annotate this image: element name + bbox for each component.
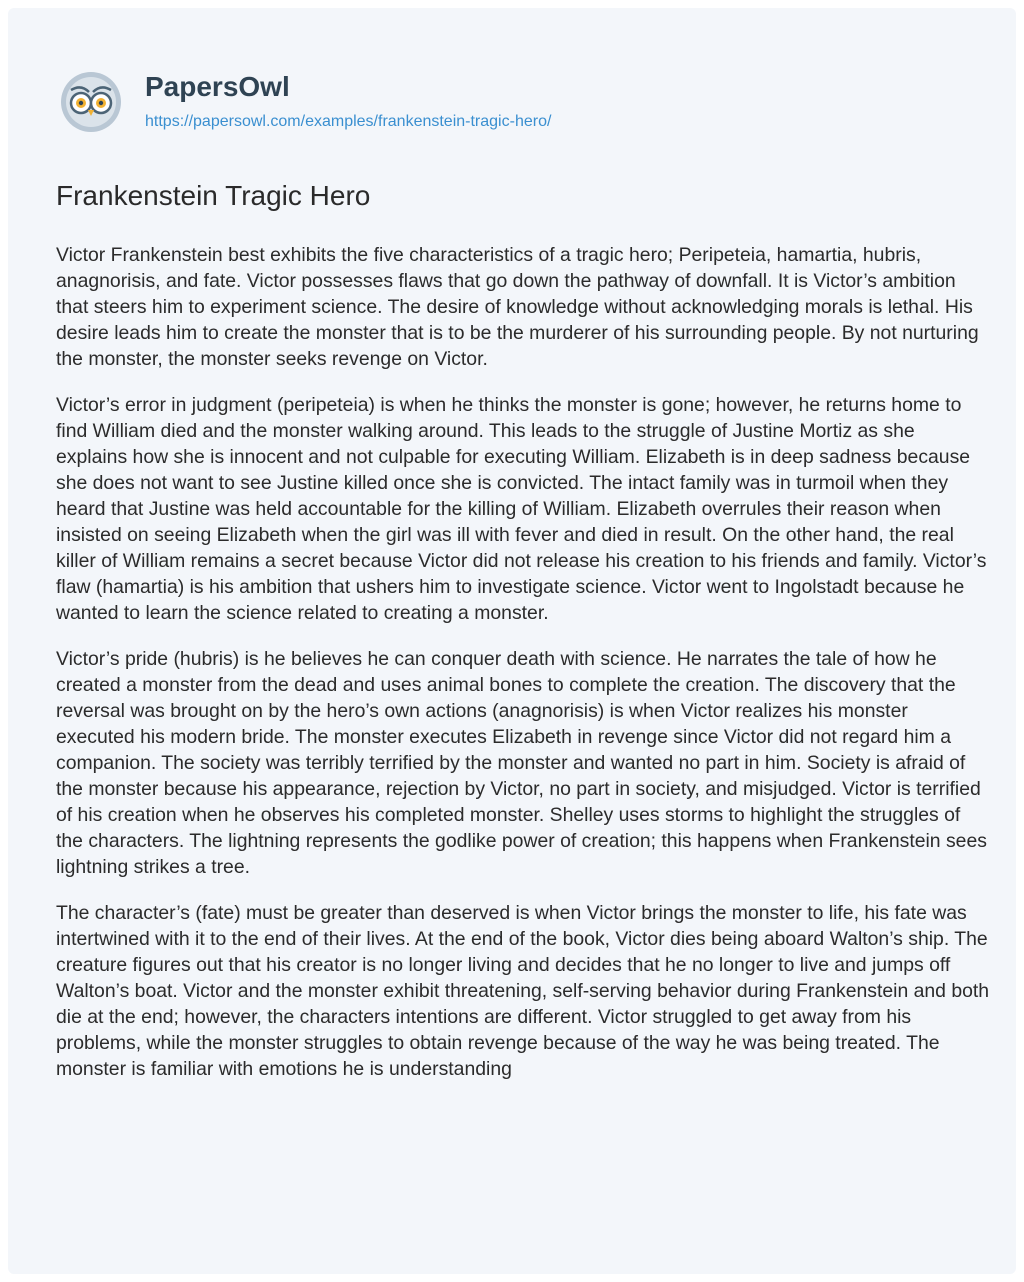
page-card [8,8,1016,1274]
paragraph: Victor’s error in judgment (peripeteia) is when he thinks the monster is gone; however, he returns home to find William died and the monster walking around. This leads to the struggle of Justine Mortiz as she explains how she is innocent and not culpable for executing William. Elizabeth is in deep sadness because she does not want to see Justine killed once she is convicted. The intact family was in turmoil when they heard that Justine was held accountable for the killing of William. Elizabeth overrules their reason when insisted on seeing Elizabeth when the girl was ill with fever and died in result. On the other hand, the real killer of William remains a secret because Victor did not release his creation to his friends and family. Victor’s flaw (hamartia) is his ambition that ushers him to investigate science. Victor went to Ingolstadt because he wanted to learn the science related to creating a monster. [56,394,987,624]
brand-name[interactable]: PapersOwl [145,71,290,102]
paragraph: Victor’s pride (hubris) is he believes he can conquer death with science. He narrates the tale of how he created a monster from the dead and uses animal bones to complete the creation. The discovery that the reversal was brought on by the hero’s own actions (anagnorisis) is when Victor realizes his monster executed his modern bride. The monster executes Elizabeth in revenge since Victor did not regard him a companion. The society was terribly terrified by the monster and wanted no part in him. Society is afraid of the monster because his appearance, rejection by Victor, no part in society, and misjudged. Victor is terrified of his creation when he observes his completed monster. Shelley uses storms to highlight the struggles of the characters. The lightning represents the godlike power of creation; this happens when Frankenstein sees lightning strikes a tree. [56,648,987,878]
source-url-link[interactable]: https://papersowl.com/examples/frankenstein-tragic-hero/ [145,113,552,130]
paragraph: Victor Frankenstein best exhibits the five characteristics of a tragic hero; Peripeteia, hamartia, hubris, anagnorisis, and fate. Victor possesses flaws that go down the pathway of downfall. It is Victor’s ambition that steers him to experiment science. The desire of knowledge without acknowledging morals is lethal. His desire leads him to create the monster that is to be the murderer of his surrounding people. By not nurturing the monster, the monster seeks revenge on Victor. [56,244,979,370]
paragraph: The character’s (fate) must be greater than deserved is when Victor brings the monster to life, his fate was intertwined with it to the end of their lives. At the end of the book, Victor dies being aboard Walton’s ship. The creature figures out that his creator is no longer living and decides that he no longer to live and jumps off Walton’s boat. Victor and the monster exhibit threatening, self-serving behavior during Frankenstein and both die at the end; however, the characters intentions are different. Victor struggled to get away from his problems, while the monster struggles to obtain revenge because of the way he was being treated. The monster is familiar with emotions he is understanding [56,902,990,1080]
page-title: Frankenstein Tragic Hero [56,180,371,211]
brand-block [145,70,551,134]
site-header [59,66,551,138]
owl-logo-icon[interactable] [59,70,123,134]
essay-body [56,242,991,1102]
